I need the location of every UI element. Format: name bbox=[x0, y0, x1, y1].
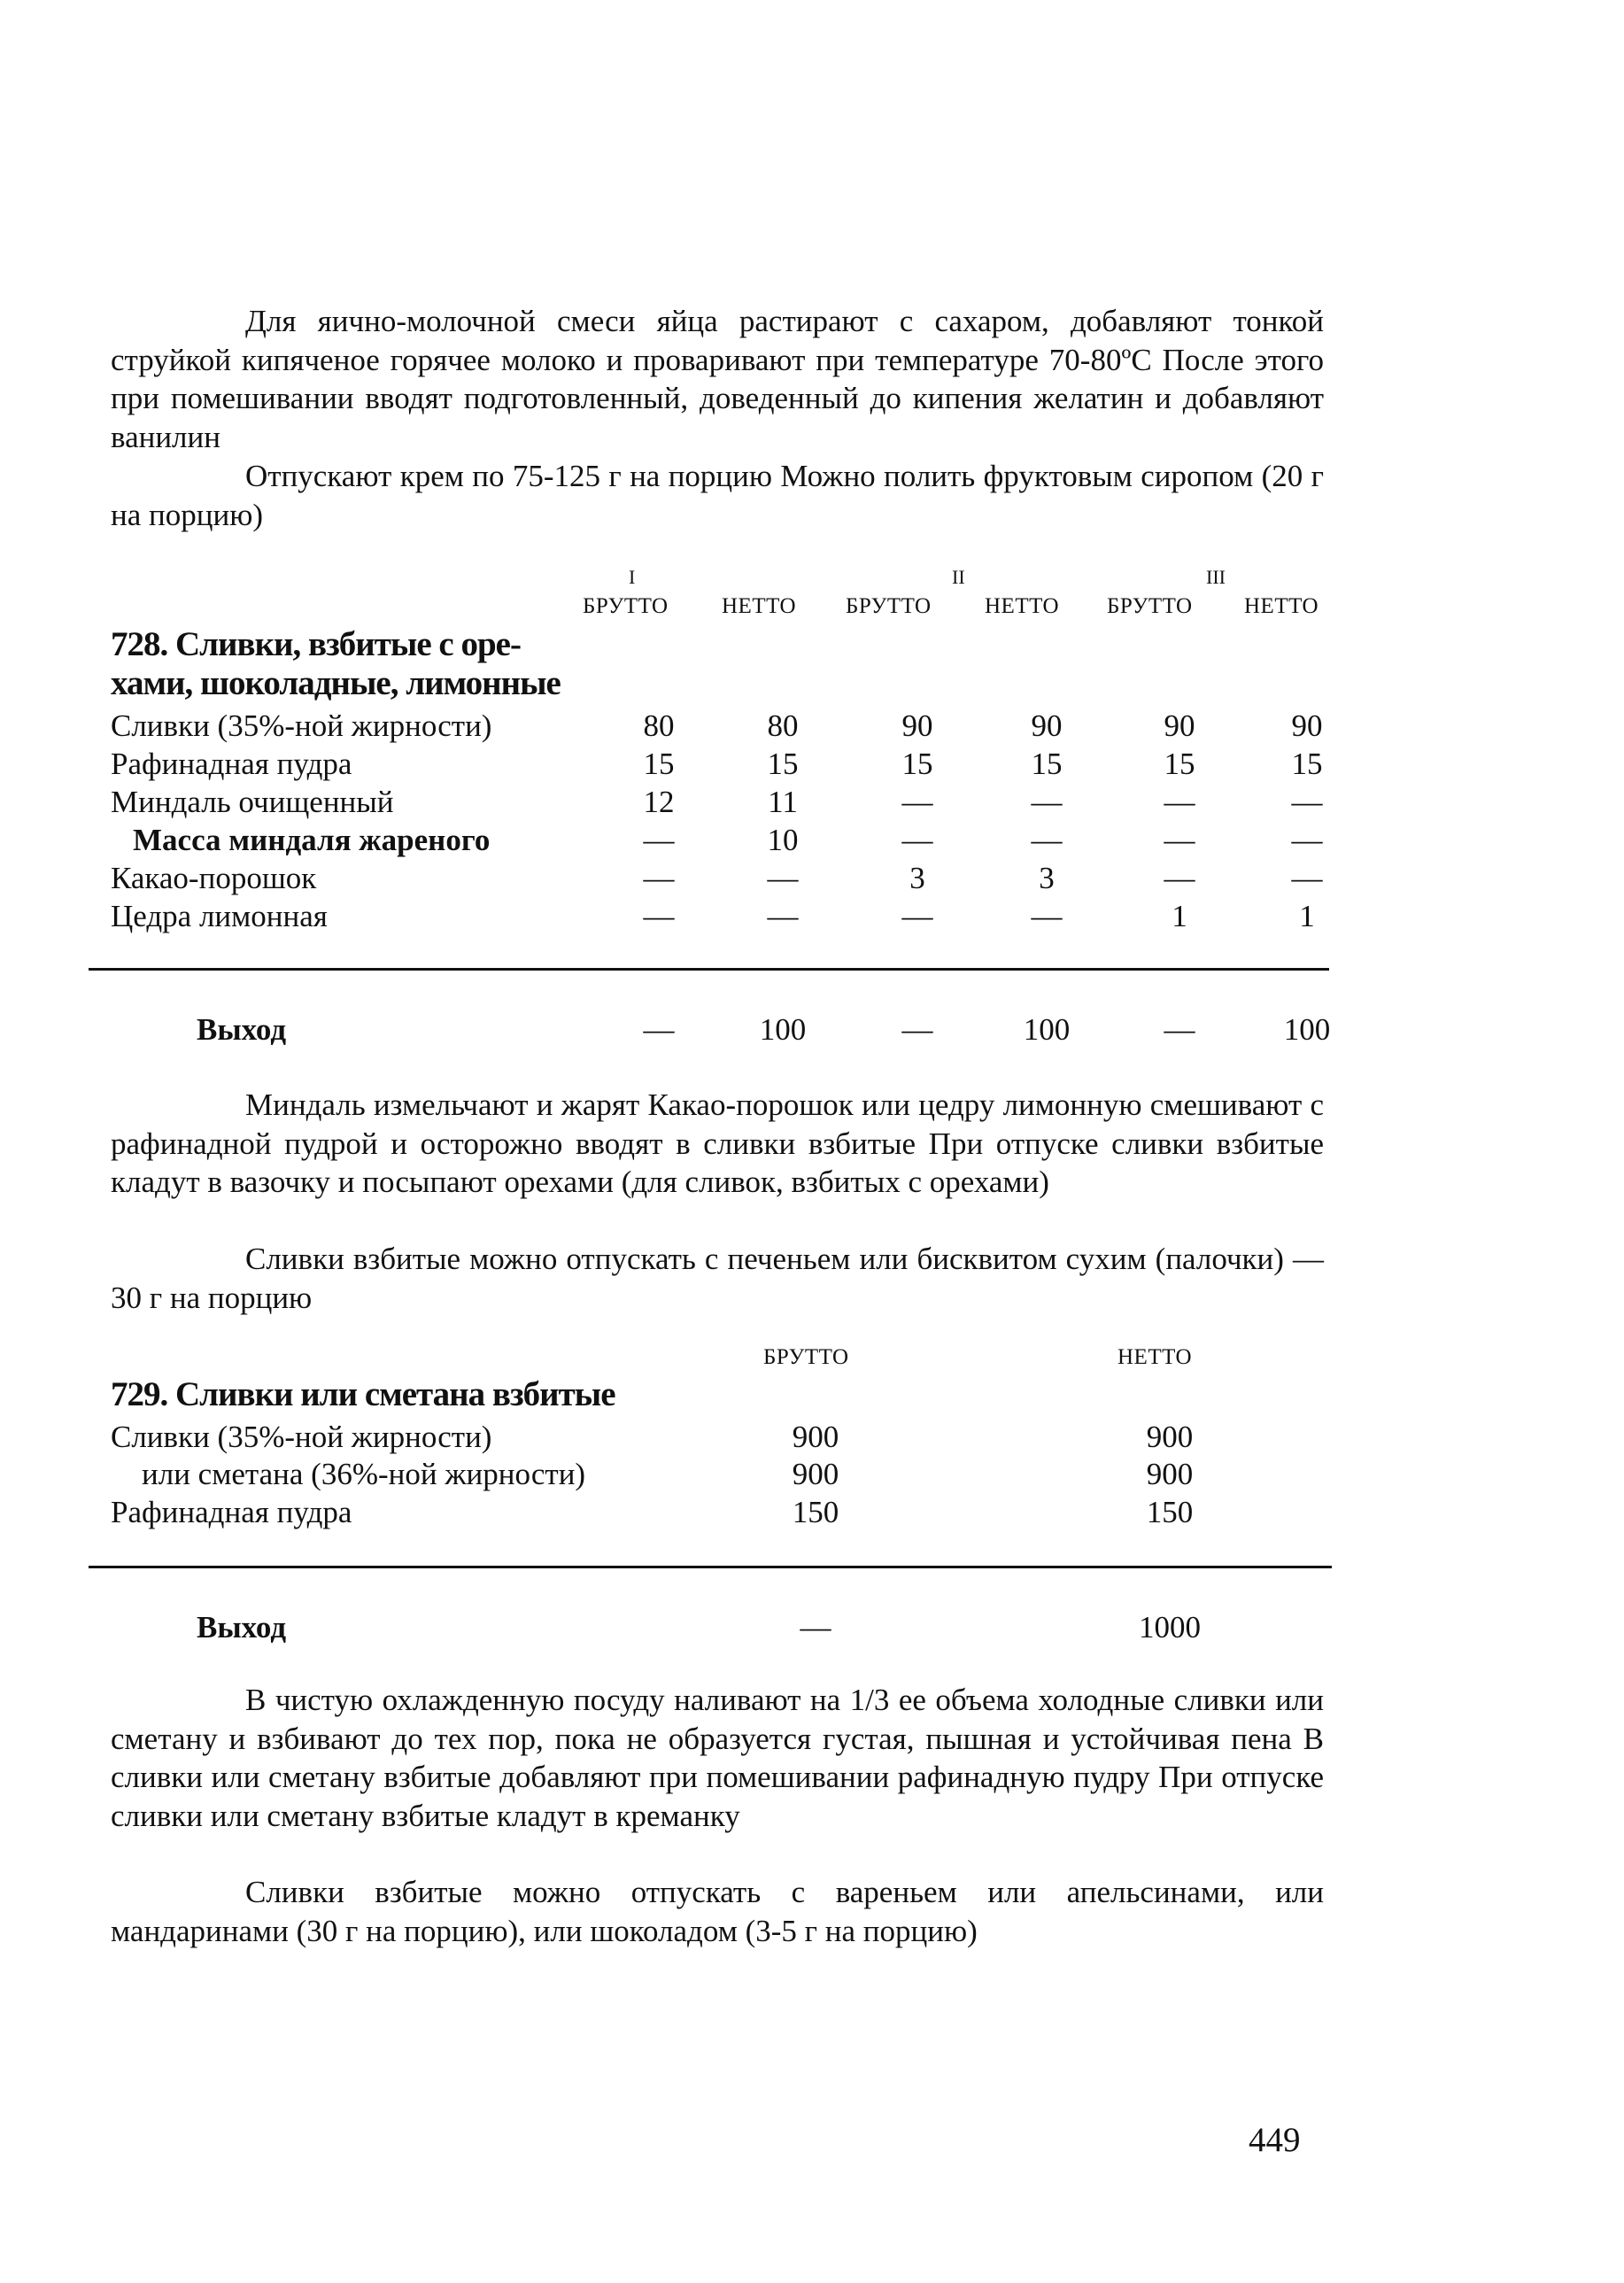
ingredient-value: — bbox=[1031, 823, 1063, 857]
recipe-729-paragraph-2: Сливки взбитые можно отпускать с вареньем или апельсинами, или мандаринами (30 г на порцию), или шоколадом (3-5 г на порцию) bbox=[111, 1875, 1324, 1948]
output-value: 100 bbox=[1283, 1012, 1331, 1047]
ingredient-value: — bbox=[643, 899, 675, 933]
ingredient-value: — bbox=[1031, 785, 1063, 819]
column-group-2-label: II bbox=[952, 566, 965, 588]
ingredient-value: 15 bbox=[901, 747, 933, 781]
output-value: — bbox=[901, 1012, 933, 1047]
recipe-729-title: 729. Сливки или сметана взбитые bbox=[111, 1375, 615, 1413]
ingredient-name: Рафинадная пудра bbox=[111, 747, 352, 781]
ingredient-value: — bbox=[901, 823, 933, 857]
ingredient-value: 15 bbox=[1164, 747, 1195, 781]
ingredient-value: 15 bbox=[1031, 747, 1063, 781]
page-number: 449 bbox=[1249, 2121, 1301, 2159]
ingredient-value: 90 bbox=[1291, 708, 1323, 743]
ingredient-value: — bbox=[1291, 823, 1323, 857]
ingredient-value: 150 bbox=[792, 1495, 839, 1529]
column-header-gross: БРУТТО bbox=[763, 1345, 849, 1369]
ingredient-value: — bbox=[1031, 899, 1063, 933]
intro-paragraph-1: Для яично-молочной смеси яйца растирают с сахаром, добавляют тонкой струйкой кипяченое горячее молоко и проваривают при температуре 70-80ºС После этого при помешивании вводят подготовленный, доведенный до кипения желатин и добавляют ванилин bbox=[111, 304, 1324, 454]
ingredient-value: 12 bbox=[643, 785, 675, 819]
ingredient-value: — bbox=[1291, 785, 1323, 819]
ingredient-value: 90 bbox=[1031, 708, 1063, 743]
ingredient-value: 10 bbox=[767, 823, 799, 857]
output-value: 1000 bbox=[1139, 1610, 1201, 1645]
ingredient-value: 15 bbox=[643, 747, 675, 781]
ingredient-value: 80 bbox=[767, 708, 799, 743]
column-group-3-label: III bbox=[1206, 566, 1226, 588]
ingredient-value: — bbox=[901, 785, 933, 819]
output-value: — bbox=[800, 1610, 831, 1645]
column-header-gross-3: БРУТТО bbox=[1107, 594, 1193, 618]
ingredient-value: 15 bbox=[767, 747, 799, 781]
ingredient-value: 900 bbox=[792, 1420, 839, 1454]
ingredient-value: 90 bbox=[1164, 708, 1195, 743]
ingredient-name: или сметана (36%-ной жирности) bbox=[142, 1457, 586, 1491]
ingredient-value: 150 bbox=[1146, 1495, 1194, 1529]
column-header-net-2: НЕТТО bbox=[985, 594, 1060, 618]
ingredient-value: — bbox=[901, 899, 933, 933]
ingredient-value: 3 bbox=[909, 861, 925, 895]
ingredient-value: — bbox=[643, 861, 675, 895]
recipe-728-paragraph-2: Сливки взбитые можно отпускать с печеньем или бисквитом сухим (палочки) — 30 г на порцию bbox=[111, 1242, 1324, 1315]
column-header-net: НЕТТО bbox=[1117, 1345, 1193, 1369]
ingredient-value: 15 bbox=[1291, 747, 1323, 781]
table-divider bbox=[89, 968, 1329, 971]
column-header-gross-2: БРУТТО bbox=[846, 594, 932, 618]
table-divider bbox=[89, 1566, 1332, 1568]
output-value: — bbox=[643, 1012, 675, 1047]
ingredient-value: 900 bbox=[792, 1457, 839, 1491]
column-header-gross-1: БРУТТО bbox=[583, 594, 669, 618]
recipe-728-title-line-2: хами, шоколадные, лимонные bbox=[111, 664, 561, 702]
recipe-728-paragraph-1: Миндаль измельчают и жарят Какао-порошок или цедру лимонную смешивают с рафинадной пудрой и осторожно вводят в сливки взбитые При отпуске сливки взбитые кладут в вазочку и посыпают орехами (для сливок, взбитых с орехами) bbox=[111, 1087, 1324, 1199]
column-header-net-3: НЕТТО bbox=[1244, 594, 1319, 618]
ingredient-value: — bbox=[1164, 823, 1195, 857]
ingredient-value: — bbox=[1164, 861, 1195, 895]
ingredient-value: 1 bbox=[1172, 899, 1187, 933]
ingredient-value: 1 bbox=[1299, 899, 1315, 933]
ingredient-name: Какао-порошок bbox=[111, 861, 317, 895]
ingredient-name: Масса миндаля жареного bbox=[133, 823, 491, 857]
ingredient-value: 11 bbox=[768, 785, 798, 819]
output-label: Выход bbox=[197, 1012, 287, 1047]
ingredient-value: — bbox=[1164, 785, 1195, 819]
ingredient-value: 80 bbox=[643, 708, 675, 743]
ingredient-name: Сливки (35%-ной жирности) bbox=[111, 708, 492, 743]
ingredient-value: — bbox=[767, 861, 799, 895]
recipe-728-title-line-1: 728. Сливки, взбитые с оре- bbox=[111, 625, 521, 663]
ingredient-value: 900 bbox=[1146, 1420, 1194, 1454]
ingredient-value: 900 bbox=[1146, 1457, 1194, 1491]
ingredient-value: 3 bbox=[1039, 861, 1055, 895]
ingredient-name: Сливки (35%-ной жирности) bbox=[111, 1420, 492, 1454]
ingredient-value: — bbox=[643, 823, 675, 857]
output-value: 100 bbox=[1023, 1012, 1071, 1047]
ingredient-value: — bbox=[1291, 861, 1323, 895]
ingredient-name: Рафинадная пудра bbox=[111, 1495, 352, 1529]
ingredient-value: — bbox=[767, 899, 799, 933]
output-value: — bbox=[1164, 1012, 1195, 1047]
column-group-1-label: I bbox=[629, 566, 636, 588]
column-header-net-1: НЕТТО bbox=[722, 594, 797, 618]
output-label: Выход bbox=[197, 1610, 287, 1645]
ingredient-name: Цедра лимонная bbox=[111, 899, 328, 933]
ingredient-value: 90 bbox=[901, 708, 933, 743]
recipe-729-paragraph-1: В чистую охлажденную посуду наливают на 1/3 ее объема холодные сливки или сметану и взбивают до тех пор, пока не образуется густая, пышная и устойчивая пена В сливки или сметану взбитые добавляют при помешивании рафинадную пудру При отпуске сливки или сметану взбитые кладут в креманку bbox=[111, 1683, 1324, 1833]
intro-paragraph-2: Отпускают крем по 75-125 г на порцию Можно полить фруктовым сиропом (20 г на порцию) bbox=[111, 459, 1324, 532]
output-value: 100 bbox=[759, 1012, 807, 1047]
ingredient-name: Миндаль очищенный bbox=[111, 785, 394, 819]
